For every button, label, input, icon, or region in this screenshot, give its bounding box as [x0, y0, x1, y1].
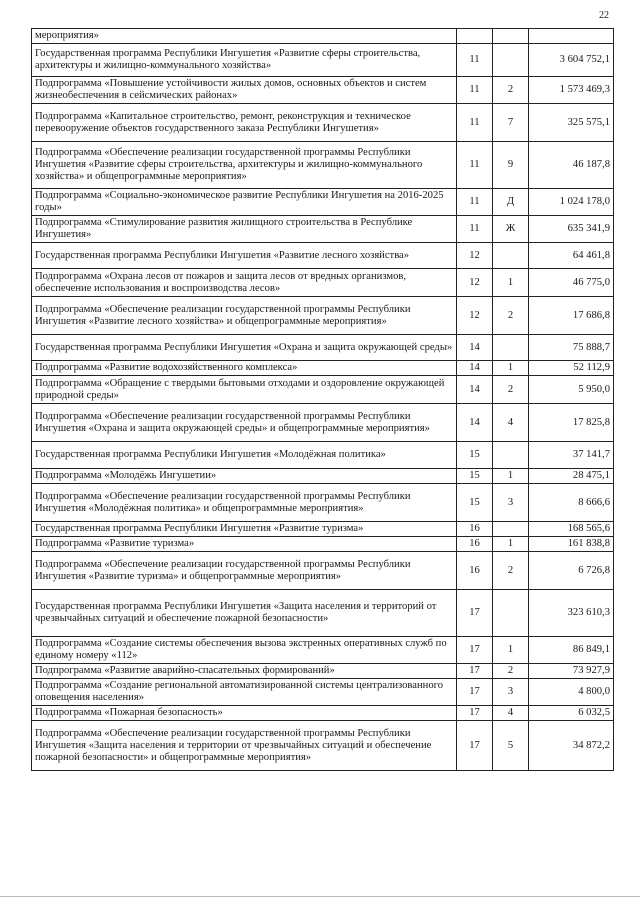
table-row — [32, 664, 614, 679]
amount-cell: 1 573 469,3 — [529, 77, 614, 104]
table-row — [32, 552, 614, 590]
program-code-cell: 17 — [457, 706, 493, 721]
program-code-cell: 15 — [457, 484, 493, 522]
row-name-cell: Подпрограмма «Капитальное строительство, ремонт, реконструкция и техническое перевооружение объектов государственного заказа Республики Ингушетия» — [32, 104, 457, 142]
amount-cell: 37 141,7 — [529, 442, 614, 469]
program-code-cell: 16 — [457, 552, 493, 590]
amount-cell: 4 800,0 — [529, 679, 614, 706]
amount-cell: 8 666,6 — [529, 484, 614, 522]
amount-cell: 6 032,5 — [529, 706, 614, 721]
table-row — [32, 44, 614, 77]
row-name-cell: мероприятия» — [32, 29, 457, 44]
amount-cell: 17 686,8 — [529, 297, 614, 335]
amount-cell: 17 825,8 — [529, 404, 614, 442]
table-row — [32, 29, 614, 44]
subprogram-code-cell: 3 — [493, 484, 529, 522]
row-name-cell: Подпрограмма «Повышение устойчивости жилых домов, основных объектов и систем жизнеобеспечения в сейсмических районах» — [32, 77, 457, 104]
program-code-cell: 16 — [457, 522, 493, 537]
table-row — [32, 243, 614, 269]
subprogram-code-cell: 4 — [493, 706, 529, 721]
subprogram-code-cell — [493, 29, 529, 44]
amount-cell: 168 565,6 — [529, 522, 614, 537]
table-row — [32, 590, 614, 637]
row-name-cell: Государственная программа Республики Ингушетия «Развитие сферы строительства, архитектуры и жилищно-коммунального хозяйства» — [32, 44, 457, 77]
amount-cell: 635 341,9 — [529, 216, 614, 243]
amount-cell: 1 024 178,0 — [529, 189, 614, 216]
subprogram-code-cell: 1 — [493, 269, 529, 297]
subprogram-code-cell — [493, 590, 529, 637]
amount-cell: 34 872,2 — [529, 721, 614, 771]
amount-cell: 46 775,0 — [529, 269, 614, 297]
amount-cell: 3 604 752,1 — [529, 44, 614, 77]
program-code-cell: 11 — [457, 216, 493, 243]
program-code-cell: 14 — [457, 376, 493, 404]
budget-table — [31, 28, 614, 771]
row-name-cell: Подпрограмма «Обеспечение реализации государственной программы Республики Ингушетия «Развитие сферы строительства, архитектуры и жилищно-коммунального хозяйства» и общепрограммные мероприятия» — [32, 142, 457, 189]
subprogram-code-cell: 3 — [493, 679, 529, 706]
subprogram-code-cell: 1 — [493, 537, 529, 552]
row-name-cell: Подпрограмма «Обеспечение реализации государственной программы Республики Ингушетия «Молодёжная политика» и общепрограммные мероприятия» — [32, 484, 457, 522]
program-code-cell: 11 — [457, 189, 493, 216]
program-code-cell: 17 — [457, 721, 493, 771]
table-row — [32, 679, 614, 706]
program-code-cell: 15 — [457, 442, 493, 469]
subprogram-code-cell: Д — [493, 189, 529, 216]
table-row — [32, 216, 614, 243]
amount-cell: 64 461,8 — [529, 243, 614, 269]
program-code-cell: 17 — [457, 637, 493, 664]
row-name-cell: Подпрограмма «Создание региональной автоматизированной системы централизованного оповещения населения» — [32, 679, 457, 706]
subprogram-code-cell: 2 — [493, 376, 529, 404]
subprogram-code-cell — [493, 442, 529, 469]
subprogram-code-cell: 9 — [493, 142, 529, 189]
program-code-cell: 17 — [457, 679, 493, 706]
row-name-cell: Государственная программа Республики Ингушетия «Развитие лесного хозяйства» — [32, 243, 457, 269]
row-name-cell: Государственная программа Республики Ингушетия «Охрана и защита окружающей среды» — [32, 335, 457, 361]
program-code-cell: 12 — [457, 297, 493, 335]
amount-cell: 6 726,8 — [529, 552, 614, 590]
row-name-cell: Государственная программа Республики Ингушетия «Защита населения и территорий от чрезвычайных ситуаций и обеспечение пожарной безопасности» — [32, 590, 457, 637]
amount-cell: 28 475,1 — [529, 469, 614, 484]
subprogram-code-cell — [493, 335, 529, 361]
amount-cell: 52 112,9 — [529, 361, 614, 376]
program-code-cell: 17 — [457, 664, 493, 679]
subprogram-code-cell — [493, 522, 529, 537]
table-row — [32, 522, 614, 537]
table-row — [32, 77, 614, 104]
row-name-cell: Подпрограмма «Обращение с твердыми бытовыми отходами и оздоровление окружающей природной среды» — [32, 376, 457, 404]
subprogram-code-cell: Ж — [493, 216, 529, 243]
table-row — [32, 335, 614, 361]
row-name-cell: Подпрограмма «Развитие туризма» — [32, 537, 457, 552]
program-code-cell: 14 — [457, 361, 493, 376]
row-name-cell: Государственная программа Республики Ингушетия «Молодёжная политика» — [32, 442, 457, 469]
table-row — [32, 721, 614, 771]
table-row — [32, 269, 614, 297]
table-row — [32, 442, 614, 469]
table-row — [32, 537, 614, 552]
subprogram-code-cell — [493, 243, 529, 269]
table-row — [32, 484, 614, 522]
table-row — [32, 706, 614, 721]
page-bottom-rule — [0, 896, 640, 897]
amount-cell: 5 950,0 — [529, 376, 614, 404]
row-name-cell: Подпрограмма «Обеспечение реализации государственной программы Республики Ингушетия «Развитие туризма» и общепрограммные мероприятия» — [32, 552, 457, 590]
program-code-cell: 11 — [457, 77, 493, 104]
program-code-cell: 14 — [457, 404, 493, 442]
program-code-cell: 14 — [457, 335, 493, 361]
row-name-cell: Подпрограмма «Охрана лесов от пожаров и защита лесов от вредных организмов, обеспечение использования и воспроизводства лесов» — [32, 269, 457, 297]
amount-cell — [529, 29, 614, 44]
program-code-cell: 12 — [457, 269, 493, 297]
table-row — [32, 142, 614, 189]
program-code-cell: 11 — [457, 104, 493, 142]
row-name-cell: Государственная программа Республики Ингушетия «Развитие туризма» — [32, 522, 457, 537]
subprogram-code-cell: 7 — [493, 104, 529, 142]
row-name-cell: Подпрограмма «Социально-экономическое развитие Республики Ингушетия на 2016-2025 годы» — [32, 189, 457, 216]
program-code-cell: 16 — [457, 537, 493, 552]
subprogram-code-cell: 1 — [493, 637, 529, 664]
subprogram-code-cell: 4 — [493, 404, 529, 442]
amount-cell: 46 187,8 — [529, 142, 614, 189]
amount-cell: 161 838,8 — [529, 537, 614, 552]
subprogram-code-cell: 2 — [493, 77, 529, 104]
amount-cell: 75 888,7 — [529, 335, 614, 361]
amount-cell: 73 927,9 — [529, 664, 614, 679]
program-code-cell — [457, 29, 493, 44]
row-name-cell: Подпрограмма «Обеспечение реализации государственной программы Республики Ингушетия «Охрана и защита окружающей среды» и общепрограммные мероприятия» — [32, 404, 457, 442]
subprogram-code-cell: 1 — [493, 469, 529, 484]
row-name-cell: Подпрограмма «Обеспечение реализации государственной программы Республики Ингушетия «Защита населения и территории от чрезвычайных ситуаций и обеспечение пожарной безопасности» и общепрограммные мероприятия» — [32, 721, 457, 771]
subprogram-code-cell — [493, 44, 529, 77]
row-name-cell: Подпрограмма «Развитие водохозяйственного комплекса» — [32, 361, 457, 376]
subprogram-code-cell: 2 — [493, 552, 529, 590]
table-row — [32, 361, 614, 376]
table-row — [32, 637, 614, 664]
program-code-cell: 11 — [457, 142, 493, 189]
page-number: 22 — [599, 10, 609, 21]
row-name-cell: Подпрограмма «Пожарная безопасность» — [32, 706, 457, 721]
table-row — [32, 104, 614, 142]
subprogram-code-cell: 5 — [493, 721, 529, 771]
amount-cell: 86 849,1 — [529, 637, 614, 664]
row-name-cell: Подпрограмма «Молодёжь Ингушетии» — [32, 469, 457, 484]
amount-cell: 323 610,3 — [529, 590, 614, 637]
table-row — [32, 189, 614, 216]
budget-table-body — [32, 29, 614, 771]
row-name-cell: Подпрограмма «Обеспечение реализации государственной программы Республики Ингушетия «Развитие лесного хозяйства» и общепрограммные мероприятия» — [32, 297, 457, 335]
program-code-cell: 11 — [457, 44, 493, 77]
table-row — [32, 469, 614, 484]
program-code-cell: 15 — [457, 469, 493, 484]
table-row — [32, 404, 614, 442]
table-row — [32, 376, 614, 404]
subprogram-code-cell: 2 — [493, 297, 529, 335]
row-name-cell: Подпрограмма «Стимулирование развития жилищного строительства в Республике Ингушетия» — [32, 216, 457, 243]
subprogram-code-cell: 2 — [493, 664, 529, 679]
subprogram-code-cell: 1 — [493, 361, 529, 376]
program-code-cell: 17 — [457, 590, 493, 637]
program-code-cell: 12 — [457, 243, 493, 269]
row-name-cell: Подпрограмма «Развитие аварийно-спасательных формирований» — [32, 664, 457, 679]
amount-cell: 325 575,1 — [529, 104, 614, 142]
row-name-cell: Подпрограмма «Создание системы обеспечения вызова экстренных оперативных служб по единому номеру «112» — [32, 637, 457, 664]
table-row — [32, 297, 614, 335]
